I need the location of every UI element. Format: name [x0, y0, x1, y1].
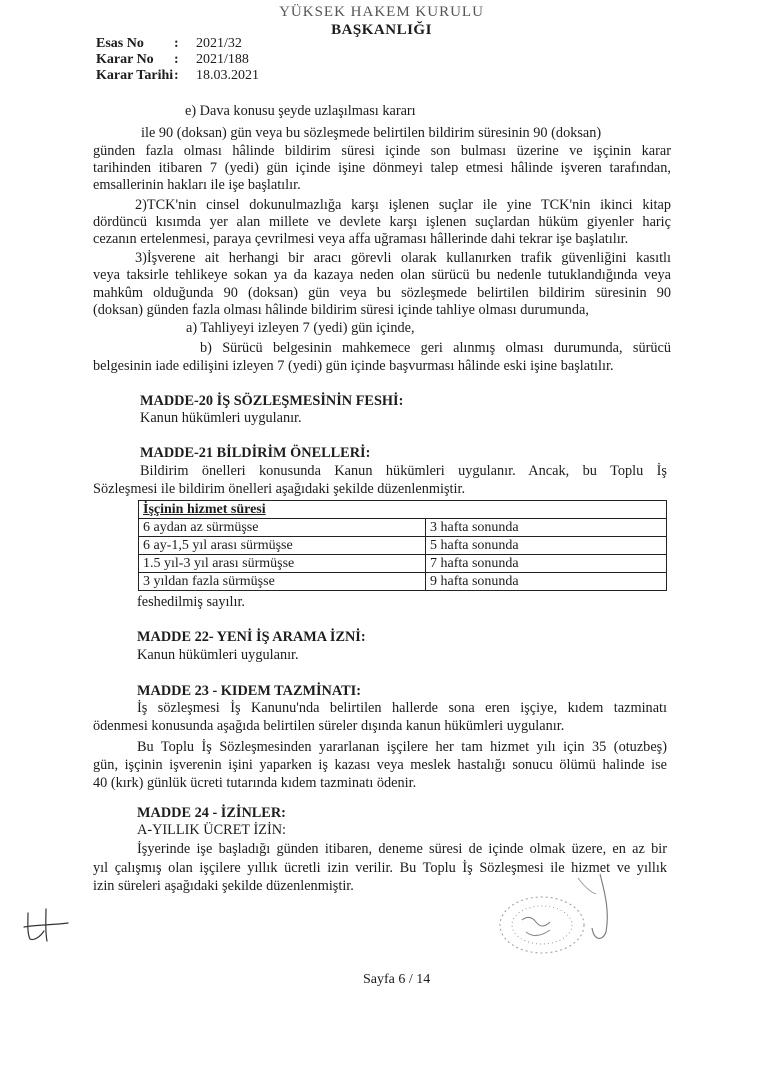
table-row — [139, 519, 667, 537]
table-header-row — [139, 501, 667, 519]
section-title-madde24: MADDE 24 - İZİNLER: — [137, 805, 286, 821]
p2-line: 2)TCK'nin cinsel dokunulmazlığa karşı işlenen suçlar ile yine TCK'nin ikinci kitap — [135, 197, 671, 213]
section-text-madde20: Kanun hükümleri uygulanır. — [140, 410, 302, 426]
stamp-seal — [482, 870, 642, 960]
meta-row-karar: Karar No : 2021/188 — [96, 52, 249, 67]
institution-name: YÜKSEK HAKEM KURULU — [279, 4, 484, 20]
p1-line: tarihinden itibaren 7 (yedi) gün içinde işine dönmeyi talep etmesi hâlinde işveren tarafından, — [93, 160, 671, 176]
table-row — [139, 555, 667, 573]
table-cell: 9 hafta sonunda — [426, 573, 667, 591]
section-text-madde23: ödenmesi konusunda aşağıda belirtilen süreler dışında kanun hükümleri uygulanır. — [93, 718, 565, 734]
section-text-madde24: izin süreleri aşağıdaki şekilde düzenlenmiştir. — [93, 878, 354, 894]
institution-subtitle: BAŞKANLIĞI — [331, 22, 432, 38]
p1-line: günden fazla olması hâlinde bildirim süresi içinde son bulması üzerine ve işçinin karar — [93, 143, 671, 159]
section-text-madde21: Sözleşmesi ile bildirim önelleri aşağıdaki şekilde düzenlenmiştir. — [93, 481, 466, 497]
section-title-madde20: MADDE-20 İŞ SÖZLEŞMESİNİN FESHİ: — [140, 393, 404, 409]
p3-item-b: belgesinin iade edilişini izleyen 7 (yedi) gün içinde başvurması hâlinde eski işine başlatılır. — [93, 358, 614, 374]
table-header: İşçinin hizmet süresi — [139, 501, 667, 519]
table-cell: 3 hafta sonunda — [426, 519, 667, 537]
section-subtitle-madde24: A-YILLIK ÜCRET İZİN: — [137, 822, 287, 838]
p1-line: emsallerinin hakları ile işe başlatılır. — [93, 177, 301, 193]
item-e: e) Dava konusu şeyde uzlaşılması kararı — [185, 103, 416, 119]
table-cell: 6 ay-1,5 yıl arası sürmüşse — [139, 537, 426, 555]
page-number: Sayfa 6 / 14 — [363, 972, 431, 987]
section-text-madde23: gün, işçinin işverenin işini yaparken iş kazası veya meslek hastalığı sonucu ölümü halinde ise — [93, 757, 667, 773]
section-text-madde22: Kanun hükümleri uygulanır. — [137, 647, 299, 663]
case-meta — [96, 36, 259, 84]
meta-row-esas: Esas No : 2021/32 — [96, 36, 242, 51]
section-title-madde23: MADDE 23 - KIDEM TAZMİNATI: — [137, 683, 361, 699]
handwritten-initial — [22, 905, 70, 947]
notice-period-table — [138, 500, 667, 591]
p3-line: (doksan) günden fazla olması hâlinde bildirim süresi içinde tahliye olması durumunda, — [93, 302, 589, 318]
meta-row-tarih: Karar Tarihi: 18.03.2021 — [96, 68, 259, 83]
p3-item-b: b) Sürücü belgesinin mahkemece geri alınmış olması durumunda, sürücü — [200, 340, 671, 356]
table-row — [139, 537, 667, 555]
section-text-madde24: İşyerinde işe başladığı günden itibaren, deneme süresi de içinde olmak üzere, en az bir — [137, 841, 667, 857]
p2-line: dördüncü kısımda yer alan millete ve devlete karşı işlenen suçlardan hüküm giyenler hariç — [93, 214, 671, 230]
table-cell: 5 hafta sonunda — [426, 537, 667, 555]
p3-line: veya taksirle tehlikeye sokan ya da kazaya neden olan sürücü bu nedenle tutuklandığında veya — [93, 267, 671, 283]
section-text-madde23: İş sözleşmesi İş Kanunu'nda belirtilen hallerde sona eren işçiye, kıdem tazminatı — [137, 700, 667, 716]
p1-line: ile 90 (doksan) gün veya bu sözleşmede belirtilen bildirim süresinin 90 (doksan) — [141, 125, 602, 141]
section-text-madde21: Bildirim önelleri konusunda Kanun hükümleri uygulanır. Ancak, bu Toplu İş — [140, 463, 667, 479]
table-cell: 3 yıldan fazla sürmüşse — [139, 573, 426, 591]
p3-line: mahkûm olduğunda 90 (doksan) gün veya bu sözleşmede belirtilen bildirim süresinin 90 — [93, 285, 671, 301]
section-text-madde24: yıl çalışmış olan işçilere yıllık ücretli izin verilir. Bu Toplu İş Sözleşmesi ile hizmet ve yıllık — [93, 860, 667, 876]
p3-item-a: a) Tahliyeyi izleyen 7 (yedi) gün içinde, — [186, 320, 415, 336]
table-row — [139, 573, 667, 591]
section-title-madde21: MADDE-21 BİLDİRİM ÖNELLERİ: — [140, 445, 371, 461]
section-text-madde23: Bu Toplu İş Sözleşmesinden yararlanan işçilere her tam hizmet yılı için 35 (otuzbeş) — [137, 739, 667, 755]
table-cell: 6 aydan az sürmüşse — [139, 519, 426, 537]
table-cell: 7 hafta sonunda — [426, 555, 667, 573]
section-title-madde22: MADDE 22- YENİ İŞ ARAMA İZNİ: — [137, 629, 366, 645]
section-text-madde23: 40 (kırk) günlük ücreti tutarında kıdem tazminatı ödenir. — [93, 775, 417, 791]
table-footnote: feshedilmiş sayılır. — [137, 594, 246, 610]
p2-line: cezanın ertelenmesi, paraya çevrilmesi veya affa uğraması hâllerinde dahi tekrar işe başlatılır. — [93, 231, 629, 247]
table-cell: 1.5 yıl-3 yıl arası sürmüşse — [139, 555, 426, 573]
p3-line: 3)İşverene ait herhangi bir aracı görevli olarak kullanırken trafik güvenliğini kasıtlı — [135, 250, 671, 266]
